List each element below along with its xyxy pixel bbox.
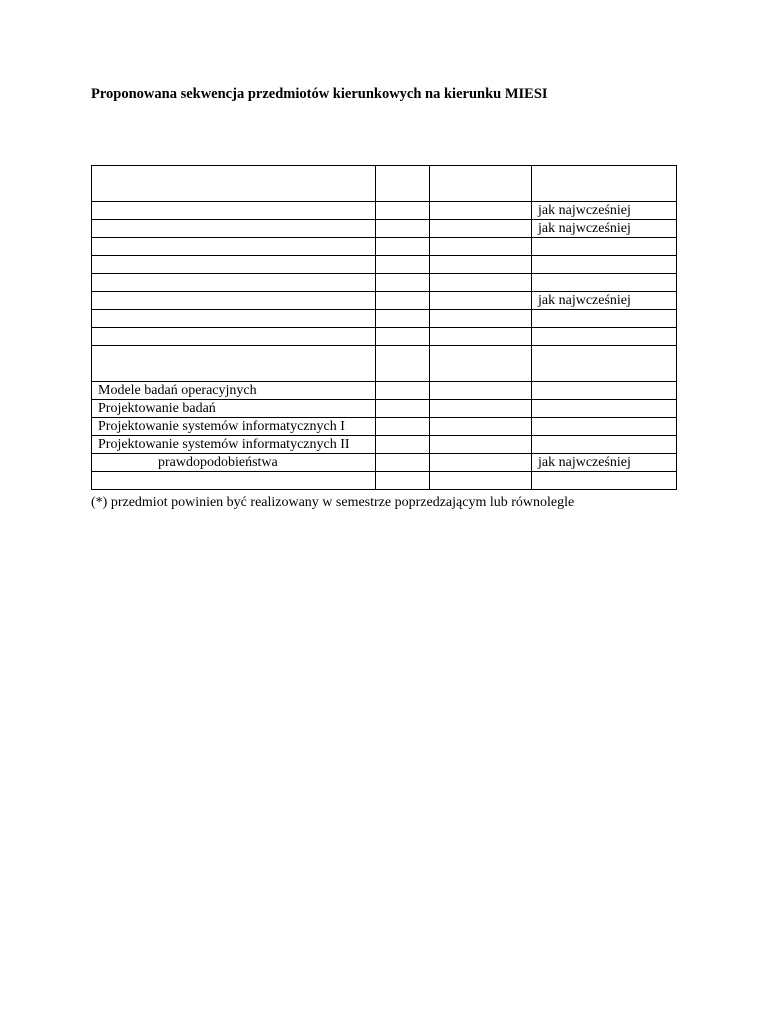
cell-column-b xyxy=(430,292,532,310)
cell-course-name xyxy=(92,274,376,292)
table-row xyxy=(92,436,677,454)
cell-note xyxy=(532,328,677,346)
table-row xyxy=(92,166,677,202)
table-row xyxy=(92,382,677,400)
cell-course-name-text: prawdopodobieństwa xyxy=(158,455,278,470)
document-title: Proponowana sekwencja przedmiotów kierunkowych na kierunku MIESI xyxy=(91,86,548,102)
table-row xyxy=(92,292,677,310)
table-row xyxy=(92,274,677,292)
cell-column-a xyxy=(376,418,430,436)
table-row xyxy=(92,454,677,472)
cell-column-b xyxy=(430,436,532,454)
course-sequence-table xyxy=(91,165,677,490)
cell-course-name xyxy=(92,292,376,310)
cell-course-name xyxy=(92,166,376,202)
cell-column-b xyxy=(430,238,532,256)
cell-note xyxy=(532,418,677,436)
table-row xyxy=(92,220,677,238)
cell-column-a xyxy=(376,436,430,454)
cell-note: jak najwcześniej xyxy=(532,292,677,310)
cell-column-b xyxy=(430,400,532,418)
cell-column-a xyxy=(376,202,430,220)
cell-column-a xyxy=(376,166,430,202)
table-row xyxy=(92,238,677,256)
cell-course-name xyxy=(92,328,376,346)
cell-course-name xyxy=(92,310,376,328)
cell-column-b xyxy=(430,454,532,472)
cell-column-b xyxy=(430,382,532,400)
table-row xyxy=(92,472,677,490)
cell-note xyxy=(532,436,677,454)
cell-course-name xyxy=(92,472,376,490)
cell-column-a xyxy=(376,220,430,238)
cell-column-b xyxy=(430,310,532,328)
cell-column-b xyxy=(430,166,532,202)
cell-course-name xyxy=(92,220,376,238)
cell-column-a xyxy=(376,454,430,472)
cell-note: jak najwcześniej xyxy=(532,220,677,238)
cell-note xyxy=(532,256,677,274)
cell-course-name: Modele badań operacyjnych xyxy=(92,382,376,400)
cell-column-a xyxy=(376,274,430,292)
cell-course-name xyxy=(92,454,376,472)
cell-column-a xyxy=(376,472,430,490)
cell-note xyxy=(532,400,677,418)
footnote: (*) przedmiot powinien być realizowany w semestrze poprzedzającym lub równolegle xyxy=(91,495,575,510)
cell-column-a xyxy=(376,292,430,310)
cell-note: jak najwcześniej xyxy=(532,202,677,220)
cell-column-b xyxy=(430,346,532,382)
cell-note xyxy=(532,274,677,292)
cell-note: jak najwcześniej xyxy=(532,454,677,472)
cell-note xyxy=(532,310,677,328)
cell-course-name: Projektowanie badań xyxy=(92,400,376,418)
cell-column-a xyxy=(376,310,430,328)
cell-course-name xyxy=(92,346,376,382)
cell-note xyxy=(532,472,677,490)
cell-column-a xyxy=(376,346,430,382)
cell-column-b xyxy=(430,220,532,238)
table-row xyxy=(92,346,677,382)
cell-course-name xyxy=(92,202,376,220)
table-row xyxy=(92,400,677,418)
cell-column-a xyxy=(376,328,430,346)
cell-column-a xyxy=(376,256,430,274)
cell-column-a xyxy=(376,400,430,418)
cell-column-b xyxy=(430,328,532,346)
cell-note xyxy=(532,166,677,202)
cell-column-b xyxy=(430,202,532,220)
cell-note xyxy=(532,238,677,256)
table-row xyxy=(92,310,677,328)
table-row xyxy=(92,256,677,274)
cell-column-b xyxy=(430,472,532,490)
table-row xyxy=(92,418,677,436)
table-row xyxy=(92,202,677,220)
table-row xyxy=(92,328,677,346)
cell-course-name: Projektowanie systemów informatycznych I xyxy=(92,418,376,436)
cell-column-b xyxy=(430,256,532,274)
cell-course-name xyxy=(92,238,376,256)
cell-column-b xyxy=(430,418,532,436)
cell-note xyxy=(532,346,677,382)
cell-column-b xyxy=(430,274,532,292)
cell-course-name: Projektowanie systemów informatycznych II xyxy=(92,436,376,454)
cell-note xyxy=(532,382,677,400)
cell-column-a xyxy=(376,238,430,256)
cell-course-name xyxy=(92,256,376,274)
cell-column-a xyxy=(376,382,430,400)
